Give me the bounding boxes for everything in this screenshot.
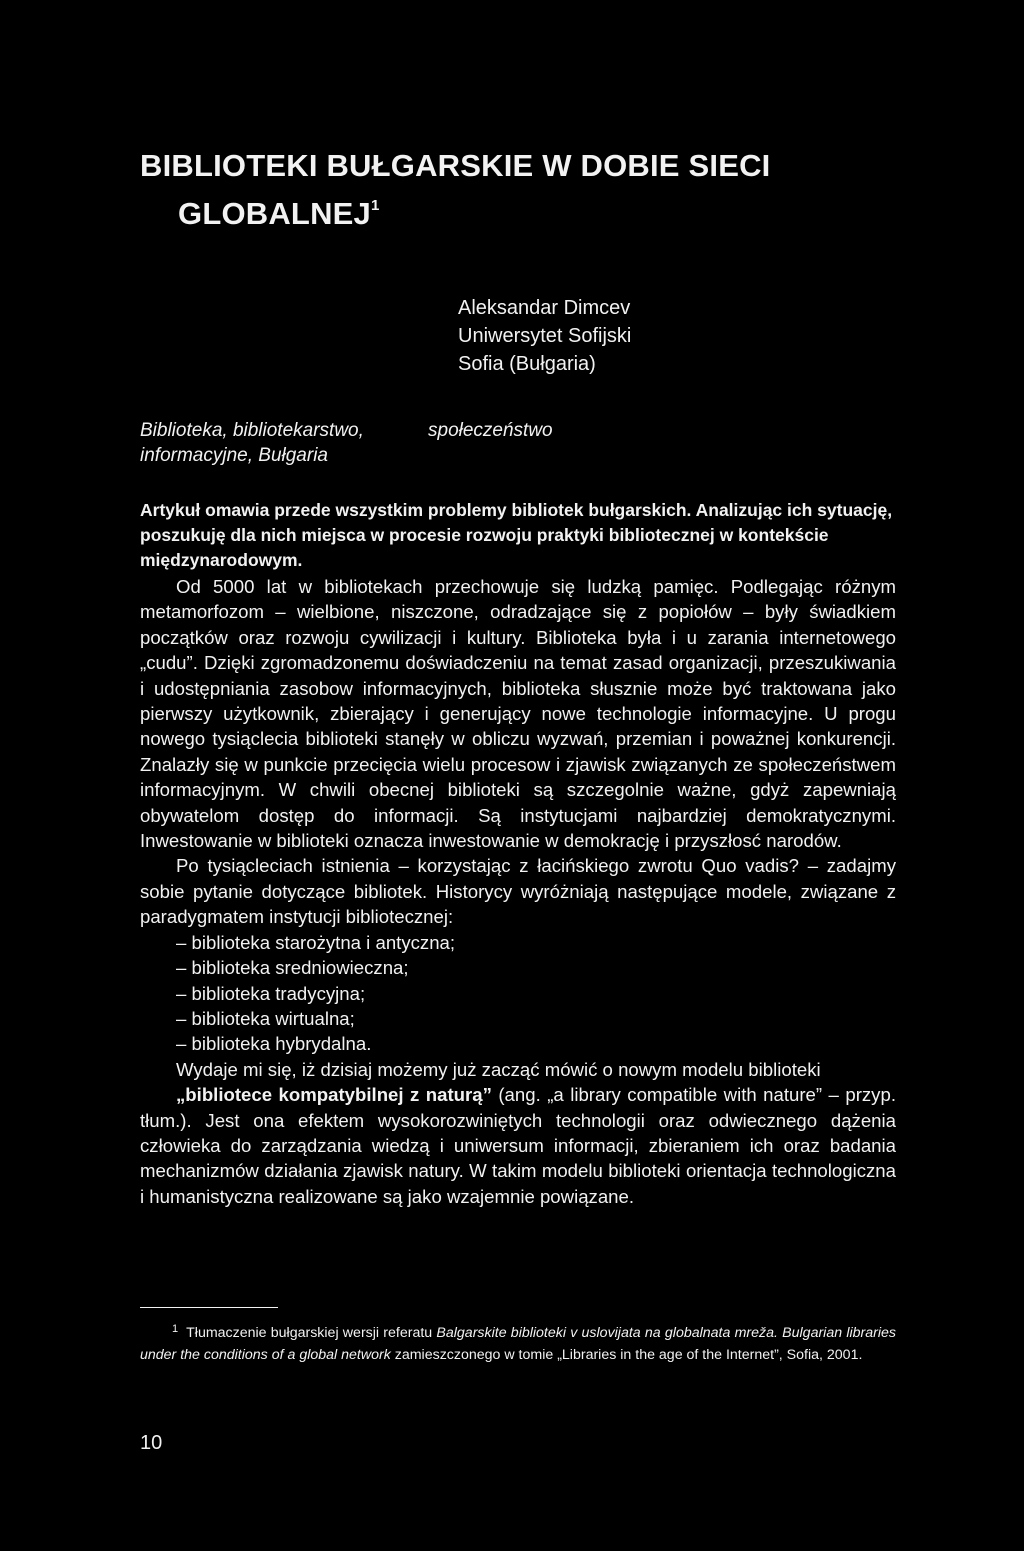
body-text — [140, 574, 896, 1209]
list-item: – biblioteka sredniowieczna; — [176, 957, 409, 979]
footnote-divider — [140, 1307, 278, 1308]
title-line-2 — [140, 186, 920, 234]
paragraph-4-lead: „bibliotece kompatybilnej z naturą” — [176, 1084, 492, 1106]
abstract: Artykuł omawia przede wszystkim problemy bibliotek bułgarskich. Analizując ich sytuację, poszukuję dla nich miejsca w procesie rozwoju praktyki bibliotecznej w kontekście międzynarodowym. — [140, 500, 893, 570]
footnote-marker: 1 — [172, 1323, 179, 1335]
keywords-part-3: informacyjne, Bułgaria — [140, 445, 328, 466]
paragraph-4 — [140, 1082, 896, 1209]
article-title — [140, 146, 920, 234]
paragraph-1: Od 5000 lat w bibliotekach przechowuje się ludzką pamięc. Podlegając różnym metamorfozom – wielbione, niszczone, odradzające się z popiołów – były świadkiem początków oraz rozwoju cywilizacji i kultury. Biblioteka była i u zarania internetowego „cudu”. Dzięki zgromadzonemu doświadczeniu na temat zasad organizacji, przeszukiwania i udostępniania zasobow informacyjnych, biblioteka słusznie może być traktowana jako pierwszy użytkownik, zbierający i generujący nowe technologie informacyjne. U progu nowego tysiąclecia biblioteki stanęły w obliczu wyzwań, przemian i poważnej konkurencji. Znalazły się w punkcie przecięcia wielu procesow i zjawisk związanych ze społeczeństwem informacyjnym. W chwili obecnej biblioteki są szczegolnie ważne, gdyż zapewniają obywatelom dostęp do informacji. Są instytucjami najbardziej demokratycznymi. Inwestowanie w biblioteki oznacza inwestowanie w demokrację i przyszłosć narodów. — [140, 576, 896, 852]
list-item: – biblioteka starożytna i antyczna; — [176, 931, 456, 953]
author-block — [458, 294, 858, 378]
library-models-list — [140, 930, 896, 1057]
footnote-text-2: zamieszczonego w tomie „Libraries in the age of the Internet”, Sofia, 2001. — [390, 1347, 863, 1363]
paragraph-2: Po tysiącleciach istnienia – korzystając z łacińskiego zwrotu Quo vadis? – zadajmy sobie pytanie dotyczące bibliotek. Historycy wyróżniają następujące modele, związane z paradygmatem instytucji bibliotecznej: — [140, 855, 896, 928]
title-line-2-text: GLOBALNEJ — [178, 196, 371, 231]
keywords-part-2: społeczeństwo — [428, 420, 553, 441]
title-footnote-marker: 1 — [370, 197, 380, 214]
paragraph-4-rest: (ang. „a library compatible with nature” – przyp. tłum.). Jest ona efektem wysokorozwiniętych technologii oraz odwiecznego dążenia człowieka do zarządzania wiedzą i uniwersum informacji, zbieraniem ich oraz badania mechanizmów działania zjawisk natury. W takim modelu biblioteki orientacja technologiczna i humanistyczna realizowane są jako wzajemnie powiązane. — [140, 1084, 896, 1207]
list-item: – biblioteka hybrydalna. — [176, 1033, 372, 1055]
keywords-part-1: Biblioteka, bibliotekarstwo, — [140, 420, 364, 441]
list-item: – biblioteka tradycyjna; — [176, 982, 366, 1004]
footnote — [140, 1318, 896, 1366]
author-location: Sofia (Bułgaria) — [458, 353, 596, 375]
list-item: – biblioteka wirtualna; — [176, 1007, 355, 1029]
paragraph-3: Wydaje mi się, iż dzisiaj możemy już zacząć mówić o nowym modelu biblioteki — [176, 1058, 821, 1080]
title-line-1: BIBLIOTEKI BUŁGARSKIE W DOBIE SIECI — [140, 148, 771, 183]
page-number: 10 — [140, 1432, 163, 1454]
keywords — [140, 418, 600, 468]
footnote-text-1: Tłumaczenie bułgarskiej wersji referatu — [186, 1325, 437, 1341]
footnote-italic-title: Balgarskite biblioteki v uslovijata na globalnata mreža. Bulgarian libraries under the conditions of a global network — [140, 1325, 896, 1363]
author-affiliation: Uniwersytet Sofijski — [458, 325, 632, 347]
author-name: Aleksandar Dimcev — [458, 297, 631, 319]
